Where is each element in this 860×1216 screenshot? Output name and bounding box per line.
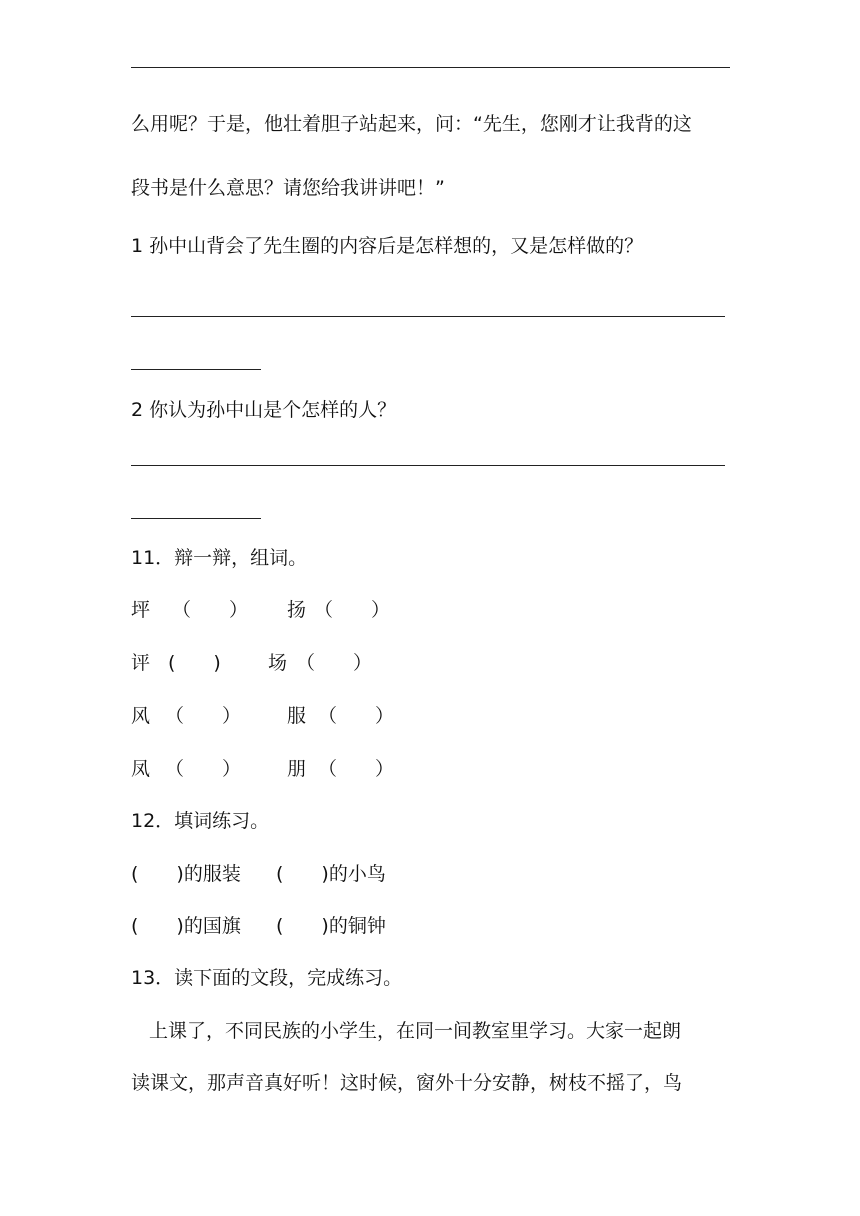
q12-row1-item-a[interactable]: ( )的服装 (131, 863, 241, 885)
q11-row1-paren-a[interactable]: （ ） (172, 599, 249, 621)
q11-row3-paren-b[interactable]: （ ） (318, 705, 395, 727)
q13-passage-line-2: 读课文，那声音真好听！这时候，窗外十分安静，树枝不摇了，鸟 (131, 1072, 683, 1094)
q11-row1-paren-b[interactable]: （ ） (314, 599, 391, 621)
q11-row2-char-a: 评 (131, 652, 151, 674)
q13-passage-line-1: 上课了，不同民族的小学生，在同一间教室里学习。大家一起朗 (149, 1020, 682, 1042)
question-1-text: 1 孙中山背会了先生圈的内容后是怎样想的，又是怎样做的？ (131, 235, 644, 257)
q11-row1-char-b: 扬 (287, 599, 307, 621)
header-rule (131, 67, 730, 68)
passage-line-1: 么用呢？于是，他壮着胆子站起来，问：“先生，您刚才让我背的这 (131, 113, 692, 135)
answer-blank-1b[interactable] (131, 369, 261, 370)
question-13-title: 13．读下面的文段，完成练习。 (131, 967, 403, 989)
answer-blank-2a[interactable] (131, 465, 725, 466)
answer-blank-2b[interactable] (131, 518, 261, 519)
question-12-title: 12．填词练习。 (131, 810, 270, 832)
q12-row2-item-a[interactable]: ( )的国旗 (131, 915, 241, 937)
q11-row3-char-a: 风 (131, 705, 151, 727)
q12-row1-item-b[interactable]: ( )的小鸟 (276, 863, 386, 885)
passage-line-2: 段书是什么意思？请您给我讲讲吧！” (131, 177, 445, 199)
q11-row2-char-b: 场 (268, 652, 288, 674)
question-2-text: 2 你认为孙中山是个怎样的人？ (131, 399, 397, 421)
q11-row2-paren-b[interactable]: （ ） (296, 652, 373, 674)
q11-row3-paren-a[interactable]: （ ） (165, 705, 242, 727)
q11-row4-char-a: 凤 (131, 758, 151, 780)
q11-row4-paren-b[interactable]: （ ） (318, 758, 395, 780)
q11-row1-char-a: 坪 (131, 599, 151, 621)
q12-row2-item-b[interactable]: ( )的铜钟 (276, 915, 386, 937)
q11-row2-paren-a[interactable]: ( ) (168, 652, 221, 674)
q11-row4-char-b: 朋 (287, 758, 307, 780)
answer-blank-1a[interactable] (131, 316, 725, 317)
question-11-title: 11．辩一辩，组词。 (131, 547, 308, 569)
q11-row3-char-b: 服 (287, 705, 307, 727)
q11-row4-paren-a[interactable]: （ ） (165, 758, 242, 780)
